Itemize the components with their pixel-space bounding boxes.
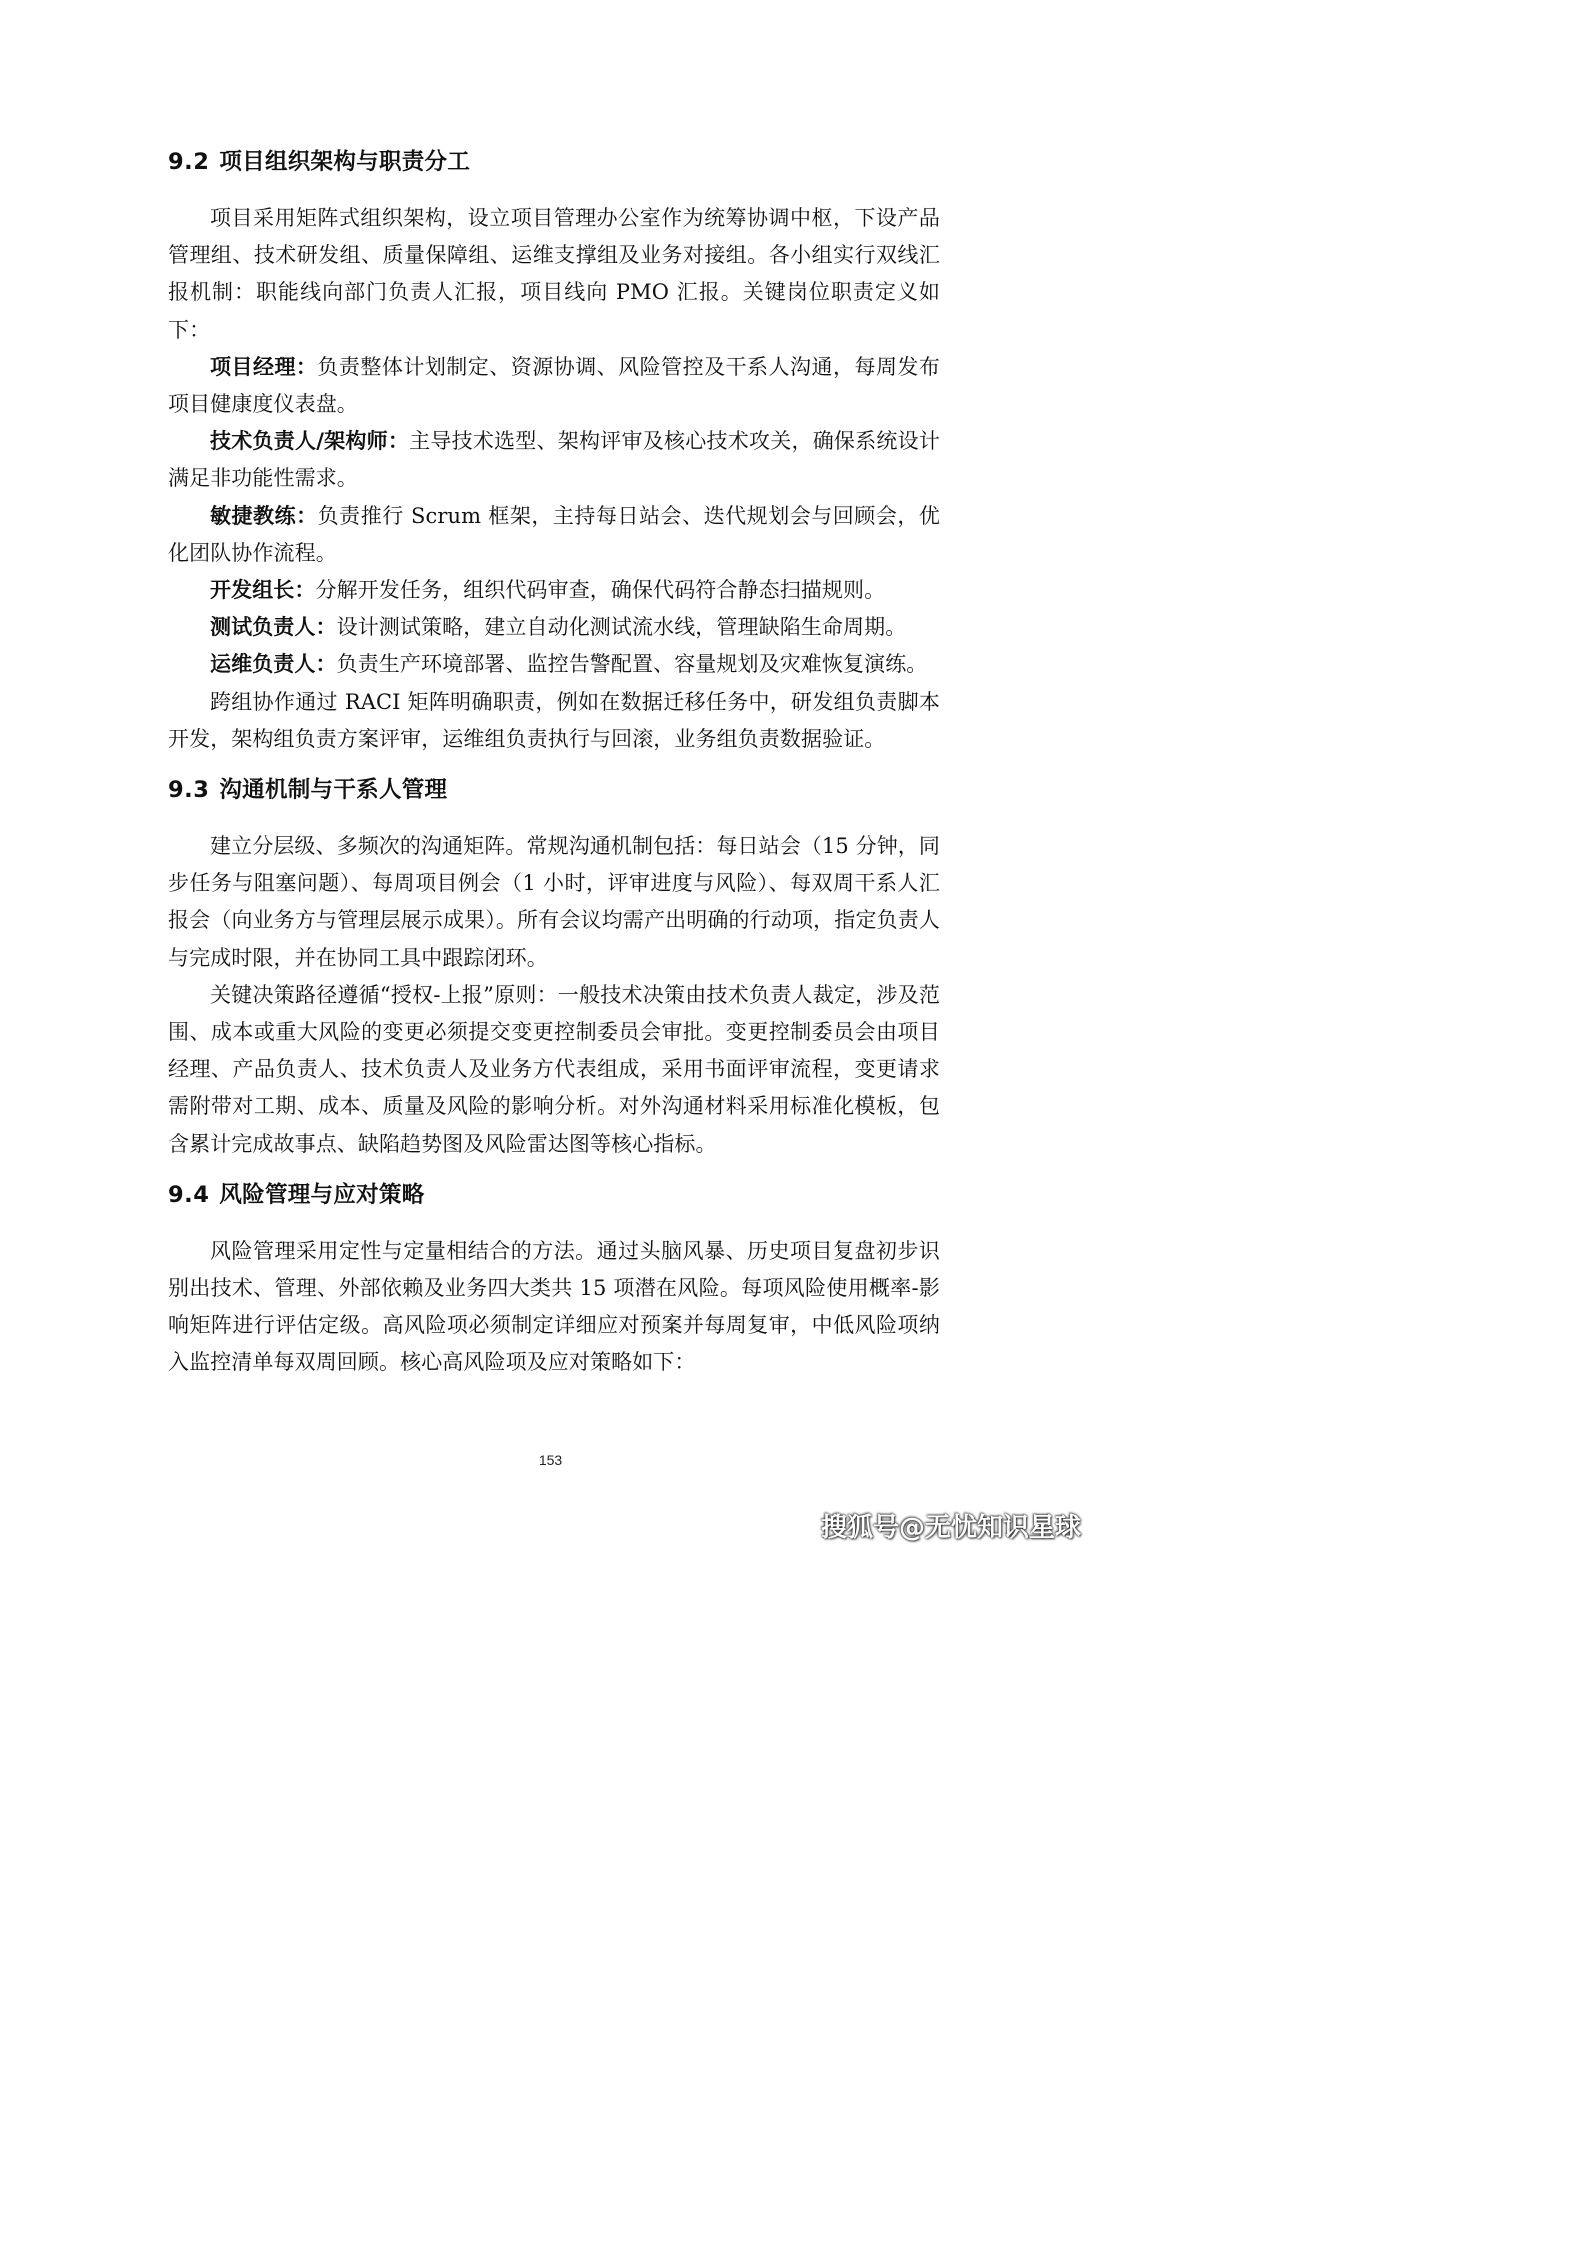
section-heading-9-2 xyxy=(168,140,940,184)
role-description: 设计测试策略，建立自动化测试流水线，管理缺陷生命周期。 xyxy=(336,615,907,640)
paragraph-raci: 跨组协作通过 RACI 矩阵明确职责，例如在数据迁移任务中，研发组负责脚本开发，架构组负责方案评审，运维组负责执行与回滚，业务组负责数据验证。 xyxy=(168,689,940,751)
paragraph-communication-matrix: 建立分层级、多频次的沟通矩阵。常规沟通机制包括：每日站会（15 分钟，同步任务与阻塞问题）、每周项目例会（1 小时，评审进度与风险）、每双周干系人汇报会（向业务方与管理层展示成果）。所有会议均需产出明确的行动项，指定负责人与完成时限，并在协同工具中跟踪闭环。 xyxy=(168,834,940,970)
role-item-test-lead xyxy=(168,609,940,646)
role-description: 负责整体计划制定、资源协调、风险管控及干系人沟通，每周发布项目健康度仪表盘。 xyxy=(168,354,941,417)
document-page xyxy=(0,0,1101,1558)
page-content xyxy=(168,140,940,1382)
role-item-dev-lead xyxy=(168,572,940,609)
paragraph-risk-management: 风险管理采用定性与定量相结合的方法。通过头脑风暴、历史项目复盘初步识别出技术、管理、外部依赖及业务四大类共 15 项潜在风险。每项风险使用概率-影响矩阵进行评估定级。高风险项必须制定详细应对预案并每周复审，中低风险项纳入监控清单每双周回顾。核心高风险项及应对策略如下： xyxy=(168,1238,940,1375)
role-name: 项目经理： xyxy=(210,354,318,379)
section-title: 项目组织架构与职责分工 xyxy=(219,149,471,175)
section-number: 9.4 xyxy=(168,1181,210,1208)
role-item-project-manager xyxy=(168,349,940,423)
role-description: 主导技术选型、架构评审及核心技术攻关，确保系统设计满足非功能性需求。 xyxy=(168,429,940,491)
page-number: 153 xyxy=(538,1452,563,1468)
paragraph-org-structure: 项目采用矩阵式组织架构，设立项目管理办公室作为统筹协调中枢，下设产品管理组、技术研发组、质量保障组、运维支撑组及业务对接组。各小组实行双线汇报机制：职能线向部门负责人汇报，项目线向 PMO 汇报。关键岗位职责定义如下： xyxy=(168,206,940,342)
role-description: 分解开发任务，组织代码审查，确保代码符合静态扫描规则。 xyxy=(315,578,886,603)
section-number: 9.2 xyxy=(168,149,210,175)
section-title: 沟通机制与干系人管理 xyxy=(219,777,448,804)
watermark: 搜狐号@无忧知识星球 xyxy=(820,1513,1081,1543)
role-name: 测试负责人： xyxy=(210,615,337,640)
section-number: 9.3 xyxy=(168,777,210,804)
section-title: 风险管理与应对策略 xyxy=(219,1181,425,1208)
role-item-tech-lead xyxy=(168,423,940,497)
section-heading-9-4 xyxy=(168,1173,940,1217)
role-name: 开发组长： xyxy=(210,578,316,603)
paragraph-decision-path: 关键决策路径遵循“授权-上报”原则：一般技术决策由技术负责人裁定，涉及范围、成本或重大风险的变更必须提交变更控制委员会审批。变更控制委员会由项目经理、产品负责人、技术负责人及业务方代表组成，采用书面评审流程，变更请求需附带对工期、成本、质量及风险的影响分析。对外沟通材料采用标准化模板，包含累计完成故事点、缺陷趋势图及风险雷达图等核心指标。 xyxy=(168,982,940,1156)
role-description: 负责推行 Scrum 框架，主持每日站会、迭代规划会与回顾会，优化团队协作流程。 xyxy=(168,503,940,565)
role-name: 敏捷教练： xyxy=(210,503,318,528)
role-item-ops-lead xyxy=(168,646,940,683)
role-item-agile-coach xyxy=(168,498,940,572)
role-name: 技术负责人/架构师： xyxy=(210,429,410,454)
role-description: 负责生产环境部署、监控告警配置、容量规划及灾难恢复演练。 xyxy=(336,652,928,677)
role-name: 运维负责人： xyxy=(210,652,337,677)
section-heading-9-3 xyxy=(168,768,940,812)
